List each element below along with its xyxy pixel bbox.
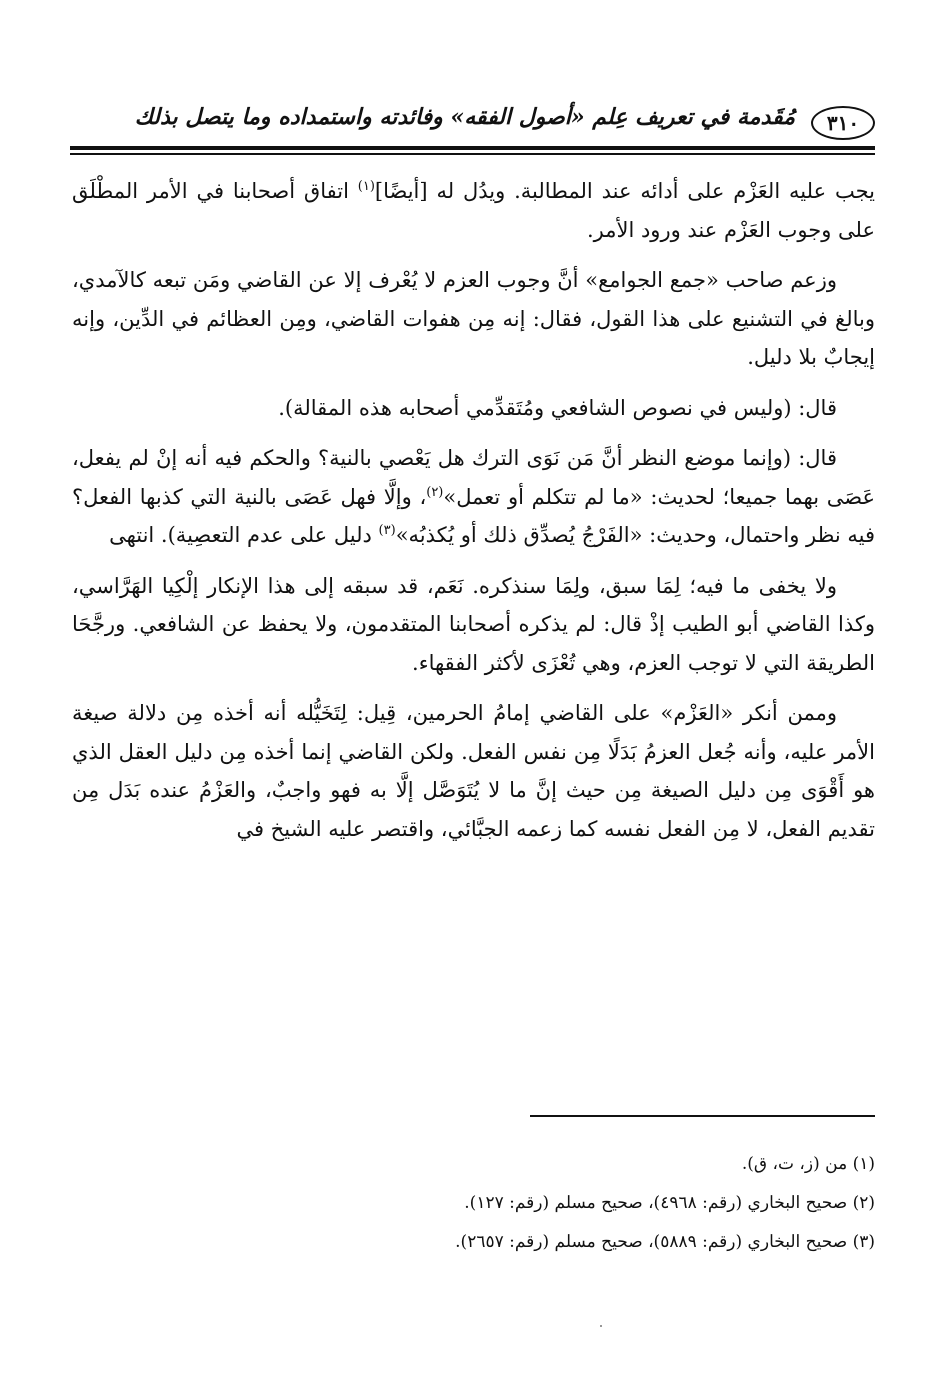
scan-speck	[600, 1325, 602, 1327]
paragraph	[72, 439, 875, 555]
text-run: ، وإلَّا فهل عَصَى بالنية التي كذبها الفعل؟ فيه نظر واحتمال، وحديث: «الفَرْجُ يُصدِّق ذلك أو يُكذبُه»	[72, 484, 875, 547]
footnote-ref: (٣)	[378, 523, 396, 538]
text-run: دليل على عدم التعصِية). انتهى	[109, 523, 379, 547]
paragraph: قال: (وليس في نصوص الشافعي ومُتَقدِّمي أصحابه هذه المقالة).	[278, 395, 837, 420]
footnote-item: (١) من (ز، ت، ق).	[741, 1154, 875, 1174]
text-run: قال: (وإنما موضع النظر أنَّ مَن نَوَى الترك هل يَعْصي بالنية؟ والحكم فيه أنه إنْ لم يفعل، عَصَى بهما جميعا؛ لحديث: «ما لم تتكلم أو تعمل»	[72, 446, 876, 509]
footnotes	[300, 1145, 875, 1262]
text-run: يجب عليه العَزْم على أدائه عند المطالبة. ويدُل له [أيضًا]	[374, 179, 875, 203]
text-run: اتفاق أصحابنا في الأمر المطْلَق على وجوب العَزْم عند ورود الأمر.	[72, 179, 875, 242]
footnote-ref: (٢)	[426, 484, 444, 500]
paragraph	[72, 172, 875, 249]
running-title: مُقَدمة في تعريف عِلم «أصول الفقه» وفائدته واستمداده وما يتصل بذلك	[134, 104, 795, 130]
paragraph: ولا يخفى ما فيه؛ لِمَا سبق، ولِمَا سنذكره. نَعَم، قد سبقه إلى هذا الإنكار إلْكِيا الهَرَّاسي، وكذا القاضي أبو الطيب إذْ قال: لم يذكره أصحابنا المتقدمون، ولا يحفظ عن الشافعي. ورجَّحَا الطريقة التي لا توجب العزم، وهي تُعْزَى لأكثر الفقهاء.	[72, 573, 875, 675]
main-text	[72, 172, 875, 860]
footnote-separator	[530, 1115, 875, 1117]
paragraph: وممن أنكر «العَزْم» على القاضي إمامُ الحرمين، قِيل: لِتَخَيُّله أنه أخذه مِن دلالة صيغة الأمر عليه، وأنه جُعل العزمُ بَدَلًا مِن نفس الفعل. ولكن القاضي إنما أخذه مِن دليل العقل الذي هو أَقْوَى مِن دليل الصيغة مِن حيث إنَّ ما لا يُتَوَصَّل إلَّا به فهو واجبٌ، والعَزْمُ عنده بَدَل مِن تقديم الفعل، لا مِن الفعل نفسه كما زعمه الجبَّائي، واقتصر عليه الشيخ في	[72, 701, 875, 841]
footnote-ref: (١)	[357, 179, 375, 194]
paragraph: وزعم صاحب «جمع الجوامع» أنَّ وجوب العزم لا يُعْرف إلا عن القاضي ومَن تبعه كالآمدي، وبالغ في التشنيع على هذا القول، فقال: إنه مِن هفوات القاضي، ومِن العظائم في الدِّين، وإنه إيجابٌ بلا دليل.	[72, 268, 875, 369]
header-rule-thin	[70, 153, 875, 155]
footnote-item: (٢) صحيح البخاري (رقم: ٤٩٦٨)، صحيح مسلم (رقم: ١٢٧).	[464, 1193, 875, 1213]
page-header	[70, 100, 875, 146]
footnote-item: (٣) صحيح البخاري (رقم: ٥٨٨٩)، صحيح مسلم (رقم: ٢٦٥٧).	[455, 1232, 875, 1252]
header-rule-thick	[70, 146, 875, 150]
page-number: ٣١٠	[811, 106, 875, 140]
